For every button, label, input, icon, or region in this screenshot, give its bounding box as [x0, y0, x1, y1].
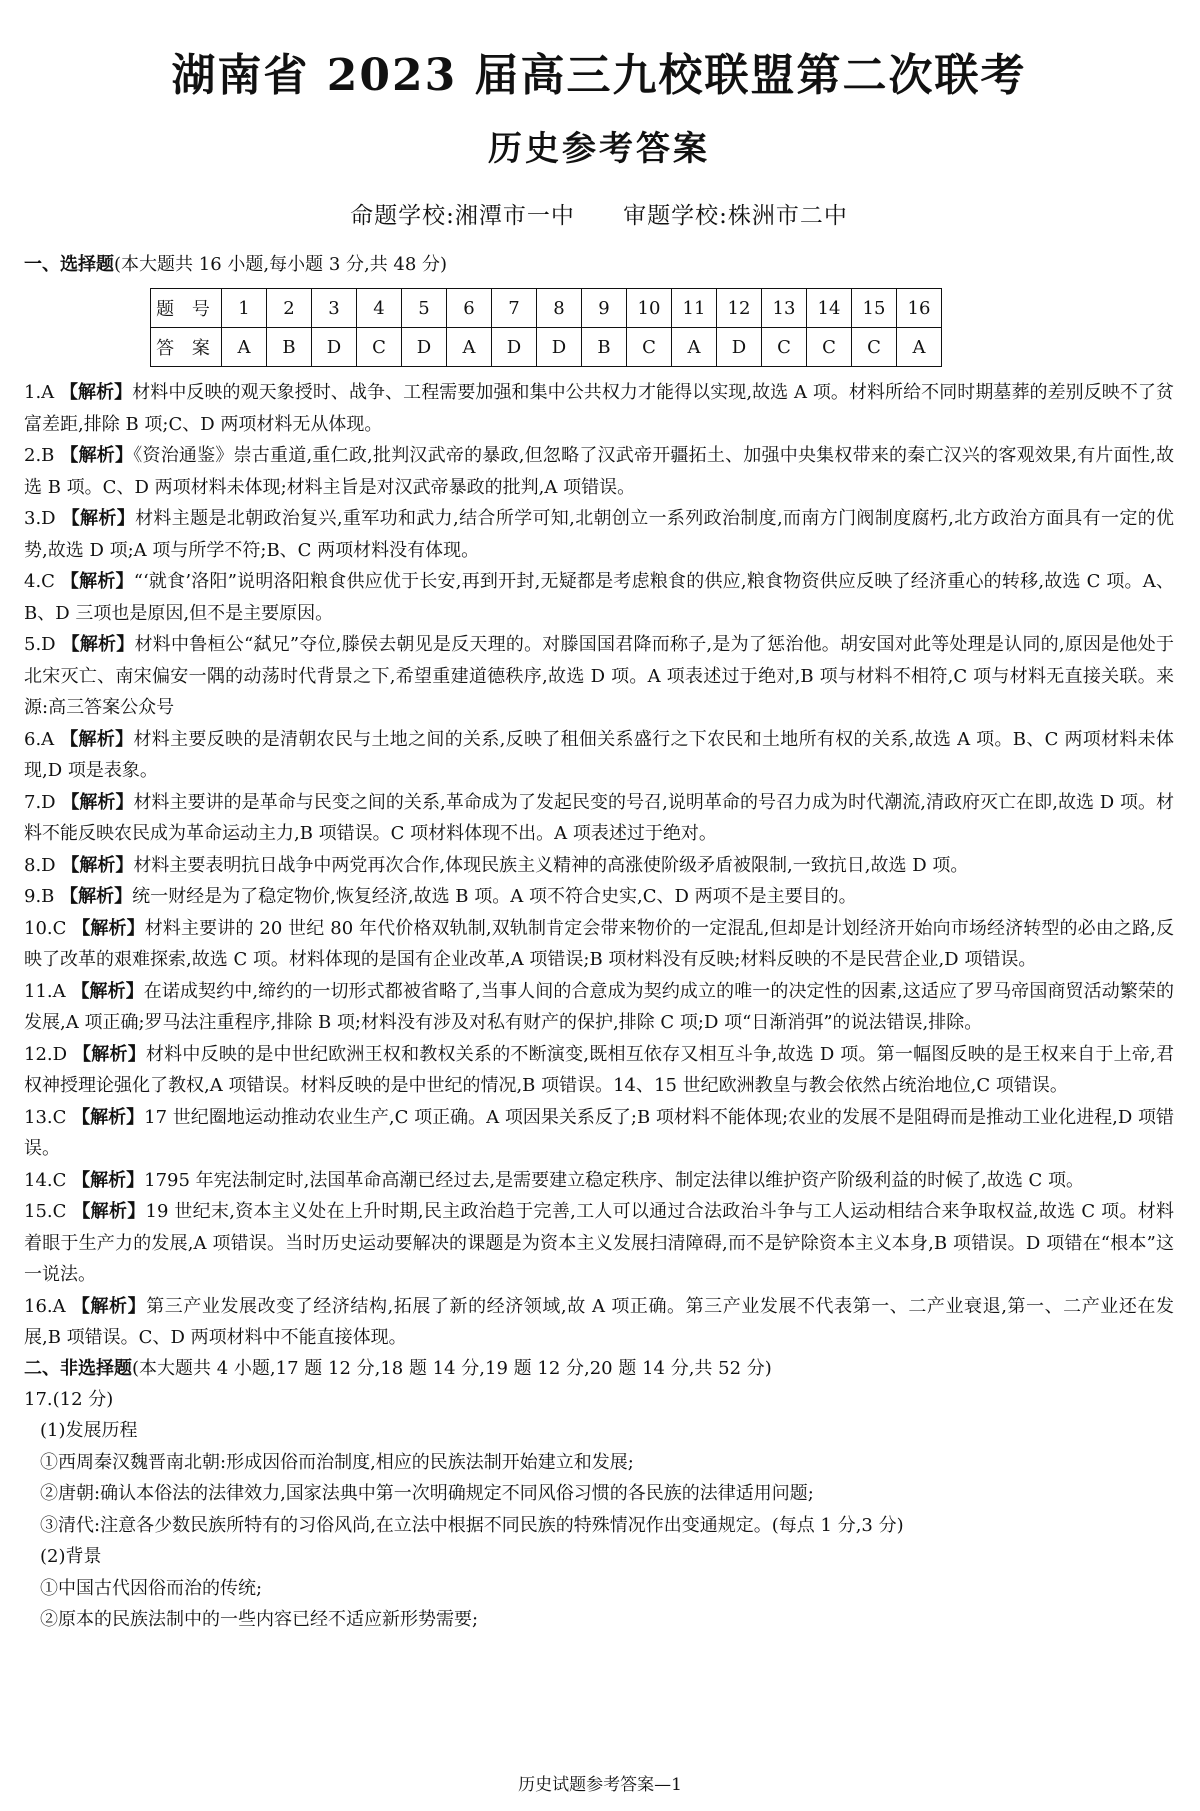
answer-cell: A — [447, 328, 492, 367]
item-text: 1795 年宪法制定时,法国革命高潮已经过去,是需要建立稳定秩序、制定法律以维护资产阶级利益的时候了,故选 C 项。 — [144, 1169, 1085, 1191]
answer-cell: D — [717, 328, 762, 367]
answer-cell: D — [537, 328, 582, 367]
explanation-list — [24, 377, 1174, 1354]
answer-cell: D — [312, 328, 357, 367]
item-number: 5.D — [24, 634, 56, 655]
answer-line: ①西周秦汉魏晋南北朝:形成因俗而治制度,相应的民族法制开始建立和发展; — [40, 1451, 634, 1473]
question-number-cell: 11 — [672, 289, 717, 328]
section-1-title: 一、选择题 — [24, 254, 114, 275]
answer-cell: C — [807, 328, 852, 367]
question-number-cell: 6 — [447, 289, 492, 328]
explanation-item — [24, 850, 1174, 882]
section-2-note: (本大题共 4 小题,17 题 12 分,18 题 14 分,19 题 12 分,20 题 14 分,共 52 分) — [132, 1357, 772, 1379]
question-number-cell: 9 — [582, 289, 627, 328]
answer-cell: C — [357, 328, 402, 367]
item-text: 材料主要讲的是革命与民变之间的关系,革命成为了发起民变的号召,说明革命的号召力成为时代潮流,清政府灭亡在即,故选 D 项。材料不能反映农民成为革命运动主力,B 项错误。C 项材料体现不出。A 项表述过于绝对。 — [24, 791, 1175, 844]
answer-cell: A — [672, 328, 717, 367]
school-info — [24, 200, 1174, 232]
item-number: 11.A — [24, 980, 66, 1002]
item-number: 10.C — [24, 917, 67, 939]
item-text: 19 世纪末,资本主义处在上升时期,民主政治趋于完善,工人可以通过合法政治斗争与工人运动相结合来争取权益,故选 C 项。材料着眼于生产力的发展,A 项错误。当时历史运动要解决的课题是为资本主义发展扫清障碍,而不是铲除资本主义本身,B 项错误。D 项错在“根本”这一说法。 — [24, 1201, 1174, 1285]
item-number: 4.C — [24, 571, 55, 592]
answer-cell: C — [852, 328, 897, 367]
item-number: 14.C — [24, 1169, 67, 1191]
item-number: 13.C — [24, 1106, 67, 1128]
question-17-answer — [24, 1415, 1174, 1636]
explanation-item — [24, 1102, 1174, 1165]
item-text: 统一财经是为了稳定物价,恢复经济,故选 B 项。A 项不符合史实,C、D 两项不是主要目的。 — [132, 886, 857, 907]
analysis-tag: 【解析】 — [61, 508, 136, 529]
question-number-cell: 4 — [357, 289, 402, 328]
analysis-tag: 【解析】 — [60, 728, 134, 750]
analysis-tag: 【解析】 — [72, 1201, 146, 1222]
answer-table — [150, 288, 942, 367]
explanation-item — [24, 976, 1174, 1039]
question-number-cell: 12 — [717, 289, 762, 328]
item-number: 3.D — [24, 508, 56, 529]
explanation-item — [24, 1165, 1174, 1197]
answer-line: ②唐朝:确认本俗法的法律效力,国家法典中第一次明确规定不同风俗习惯的各民族的法律适用问题; — [40, 1483, 814, 1504]
explanation-item — [24, 629, 1174, 724]
item-text: 材料中鲁桓公“弑兄”夺位,滕侯去朝见是反天理的。对滕国国君降而称子,是为了惩治他。胡安国对此等处理是认同的,原因是他处于北宋灭亡、南宋偏安一隅的动荡时代背景之下,希望重建道德秩序,故选 D 项。A 项表述过于绝对,B 项与材料不相符,C 项与材料无直接关联。来源:高三答案公众号 — [24, 634, 1174, 718]
answer-line: (2)背景 — [40, 1546, 102, 1567]
analysis-tag: 【解析】 — [71, 1295, 147, 1317]
analysis-tag: 【解析】 — [61, 791, 134, 813]
question-number-cell: 10 — [627, 289, 672, 328]
item-number: 12.D — [24, 1043, 68, 1065]
item-number: 2.B — [24, 445, 55, 466]
answer-cell: B — [267, 328, 312, 367]
number-row-label: 题 号 — [151, 289, 222, 328]
item-text: 第三产业发展改变了经济结构,拓展了新的经济领域,故 A 项正确。第三产业发展不代表第一、二产业衰退,第一、二产业还在发展,B 项错误。C、D 两项材料中不能直接体现。 — [24, 1295, 1174, 1348]
question-number-cell: 1 — [222, 289, 267, 328]
item-text: 材料中反映的是中世纪欧洲王权和教权关系的不断演变,既相互依存又相互斗争,故选 D 项。第一幅图反映的是王权来自于上帝,君权神授理论强化了教权,A 项错误。材料反映的是中世纪的情况,B 项错误。14、15 世纪欧洲教皇与教会依然占统治地位,C 项错误。 — [24, 1043, 1174, 1096]
answer-line: ②原本的民族法制中的一些内容已经不适应新形势需要; — [40, 1609, 479, 1630]
question-number-cell: 2 — [267, 289, 312, 328]
analysis-tag: 【解析】 — [60, 886, 133, 907]
answer-table-number-row — [151, 289, 942, 328]
analysis-tag: 【解析】 — [61, 634, 135, 655]
item-text: 材料主题是北朝政治复兴,重军功和武力,结合所学可知,北朝创立一系列政治制度,而南方门阀制度腐朽,北方政治方面具有一定的优势,故选 D 项;A 项与所学不符;B、C 两项材料没有体现。 — [24, 508, 1175, 561]
explanation-item — [24, 724, 1174, 787]
question-number-cell: 8 — [537, 289, 582, 328]
analysis-tag: 【解析】 — [73, 1043, 146, 1065]
item-number: 16.A — [24, 1295, 66, 1317]
item-number: 8.D — [24, 854, 56, 876]
answer-table-answer-row — [151, 328, 942, 367]
question-number-cell: 5 — [402, 289, 447, 328]
item-text: 在诺成契约中,缔约的一切形式都被省略了,当事人间的合意成为契约成立的唯一的决定性的因素,这适应了罗马帝国商贸活动繁荣的发展,A 项正确;罗马法注重程序,排除 B 项;材料没有涉及对私有财产的保护,排除 C 项;D 项“日渐消弭”的说法错误,排除。 — [24, 980, 1174, 1033]
section-1-note: (本大题共 16 小题,每小题 3 分,共 48 分) — [114, 254, 448, 275]
answer-cell: C — [627, 328, 672, 367]
question-number-cell: 13 — [762, 289, 807, 328]
analysis-tag: 【解析】 — [72, 1169, 145, 1191]
explanation-item — [24, 377, 1174, 440]
explanation-item — [24, 440, 1174, 503]
item-number: 7.D — [24, 791, 56, 813]
answer-cell: B — [582, 328, 627, 367]
section-1-heading — [24, 250, 1174, 280]
item-text: 材料主要讲的 20 世纪 80 年代价格双轨制,双轨制肯定会带来物价的一定混乱,但却是计划经济开始向市场经济转型的必由之路,反映了改革的艰难探索,故选 C 项。材料体现的是国有企业改革,A 项错误;B 项材料没有反映;材料反映的不是民营企业,D 项错误。 — [24, 917, 1175, 970]
author-school: 命题学校:湘潭市一中 — [350, 203, 575, 229]
analysis-tag: 【解析】 — [71, 980, 144, 1002]
page-title: 湖南省 2023 届高三九校联盟第二次联考 — [171, 50, 1027, 101]
section-2-heading — [24, 1354, 1174, 1384]
explanation-item — [24, 881, 1174, 913]
section-2-title: 二、非选择题 — [24, 1357, 132, 1379]
explanation-item — [24, 1039, 1174, 1102]
analysis-tag: 【解析】 — [60, 445, 134, 466]
analysis-tag: 【解析】 — [61, 854, 134, 876]
explanation-item — [24, 503, 1174, 566]
answer-cell: A — [222, 328, 267, 367]
analysis-tag: 【解析】 — [59, 382, 133, 403]
question-number-cell: 3 — [312, 289, 357, 328]
answer-cell: A — [897, 328, 942, 367]
page-footer: 历史试题参考答案—1 — [518, 1775, 682, 1795]
item-text: 17 世纪圈地运动推动农业生产,C 项正确。A 项因果关系反了;B 项材料不能体现;农业的发展不是阻碍而是推动工业化进程,D 项错误。 — [24, 1106, 1174, 1159]
answer-cell: D — [402, 328, 447, 367]
answer-line: (1)发展历程 — [40, 1420, 138, 1441]
question-number-cell: 7 — [492, 289, 537, 328]
item-number: 1.A — [24, 382, 55, 403]
explanation-item — [24, 1291, 1174, 1354]
item-text: 材料主要反映的是清朝农民与土地之间的关系,反映了租佃关系盛行之下农民和土地所有权的关系,故选 A 项。B、C 两项材料未体现,D 项是表象。 — [24, 728, 1174, 781]
analysis-tag: 【解析】 — [72, 917, 145, 939]
explanation-item — [24, 1196, 1174, 1291]
item-text: 《资治通鉴》崇古重道,重仁政,批判汉武帝的暴政,但忽略了汉武帝开疆拓土、加强中央集权带来的秦亡汉兴的客观效果,有片面性,故选 B 项。C、D 两项材料未体现;材料主旨是对汉武帝暴政的批判,A 项错误。 — [24, 445, 1175, 498]
answer-row-label: 答 案 — [151, 328, 222, 367]
item-text: 材料主要表明抗日战争中两党再次合作,体现民族主义精神的高涨使阶级矛盾被限制,一致抗日,故选 D 项。 — [133, 854, 969, 876]
analysis-tag: 【解析】 — [72, 1106, 145, 1128]
review-school: 审题学校:株洲市二中 — [623, 203, 848, 229]
explanation-item — [24, 787, 1174, 850]
answer-cell: D — [492, 328, 537, 367]
answer-cell: C — [762, 328, 807, 367]
item-number: 15.C — [24, 1201, 67, 1222]
question-number-cell: 14 — [807, 289, 852, 328]
item-number: 6.A — [24, 728, 55, 750]
question-number-cell: 15 — [852, 289, 897, 328]
question-number-cell: 16 — [897, 289, 942, 328]
explanation-item — [24, 566, 1174, 629]
page-subtitle: 历史参考答案 — [488, 129, 710, 169]
answer-line: ①中国古代因俗而治的传统; — [40, 1577, 263, 1599]
item-text: “‘就食’洛阳”说明洛阳粮食供应优于长安,再到开封,无疑都是考虑粮食的供应,粮食物资供应反映了经济重心的转移,故选 C 项。A、B、D 三项也是原因,但不是主要原因。 — [24, 571, 1174, 624]
answer-line: ③清代:注意各少数民族所特有的习俗风尚,在立法中根据不同民族的特殊情况作出变通规定。(每点 1 分,3 分) — [40, 1514, 904, 1536]
question-17-number: 17.(12 分) — [24, 1388, 114, 1410]
item-number: 9.B — [24, 886, 55, 907]
analysis-tag: 【解析】 — [60, 571, 134, 592]
item-text: 材料中反映的观天象授时、战争、工程需要加强和集中公共权力才能得以实现,故选 A 项。材料所给不同时期墓葬的差别反映不了贫富差距,排除 B 项;C、D 两项材料无从体现。 — [24, 382, 1174, 435]
explanation-item — [24, 913, 1174, 976]
